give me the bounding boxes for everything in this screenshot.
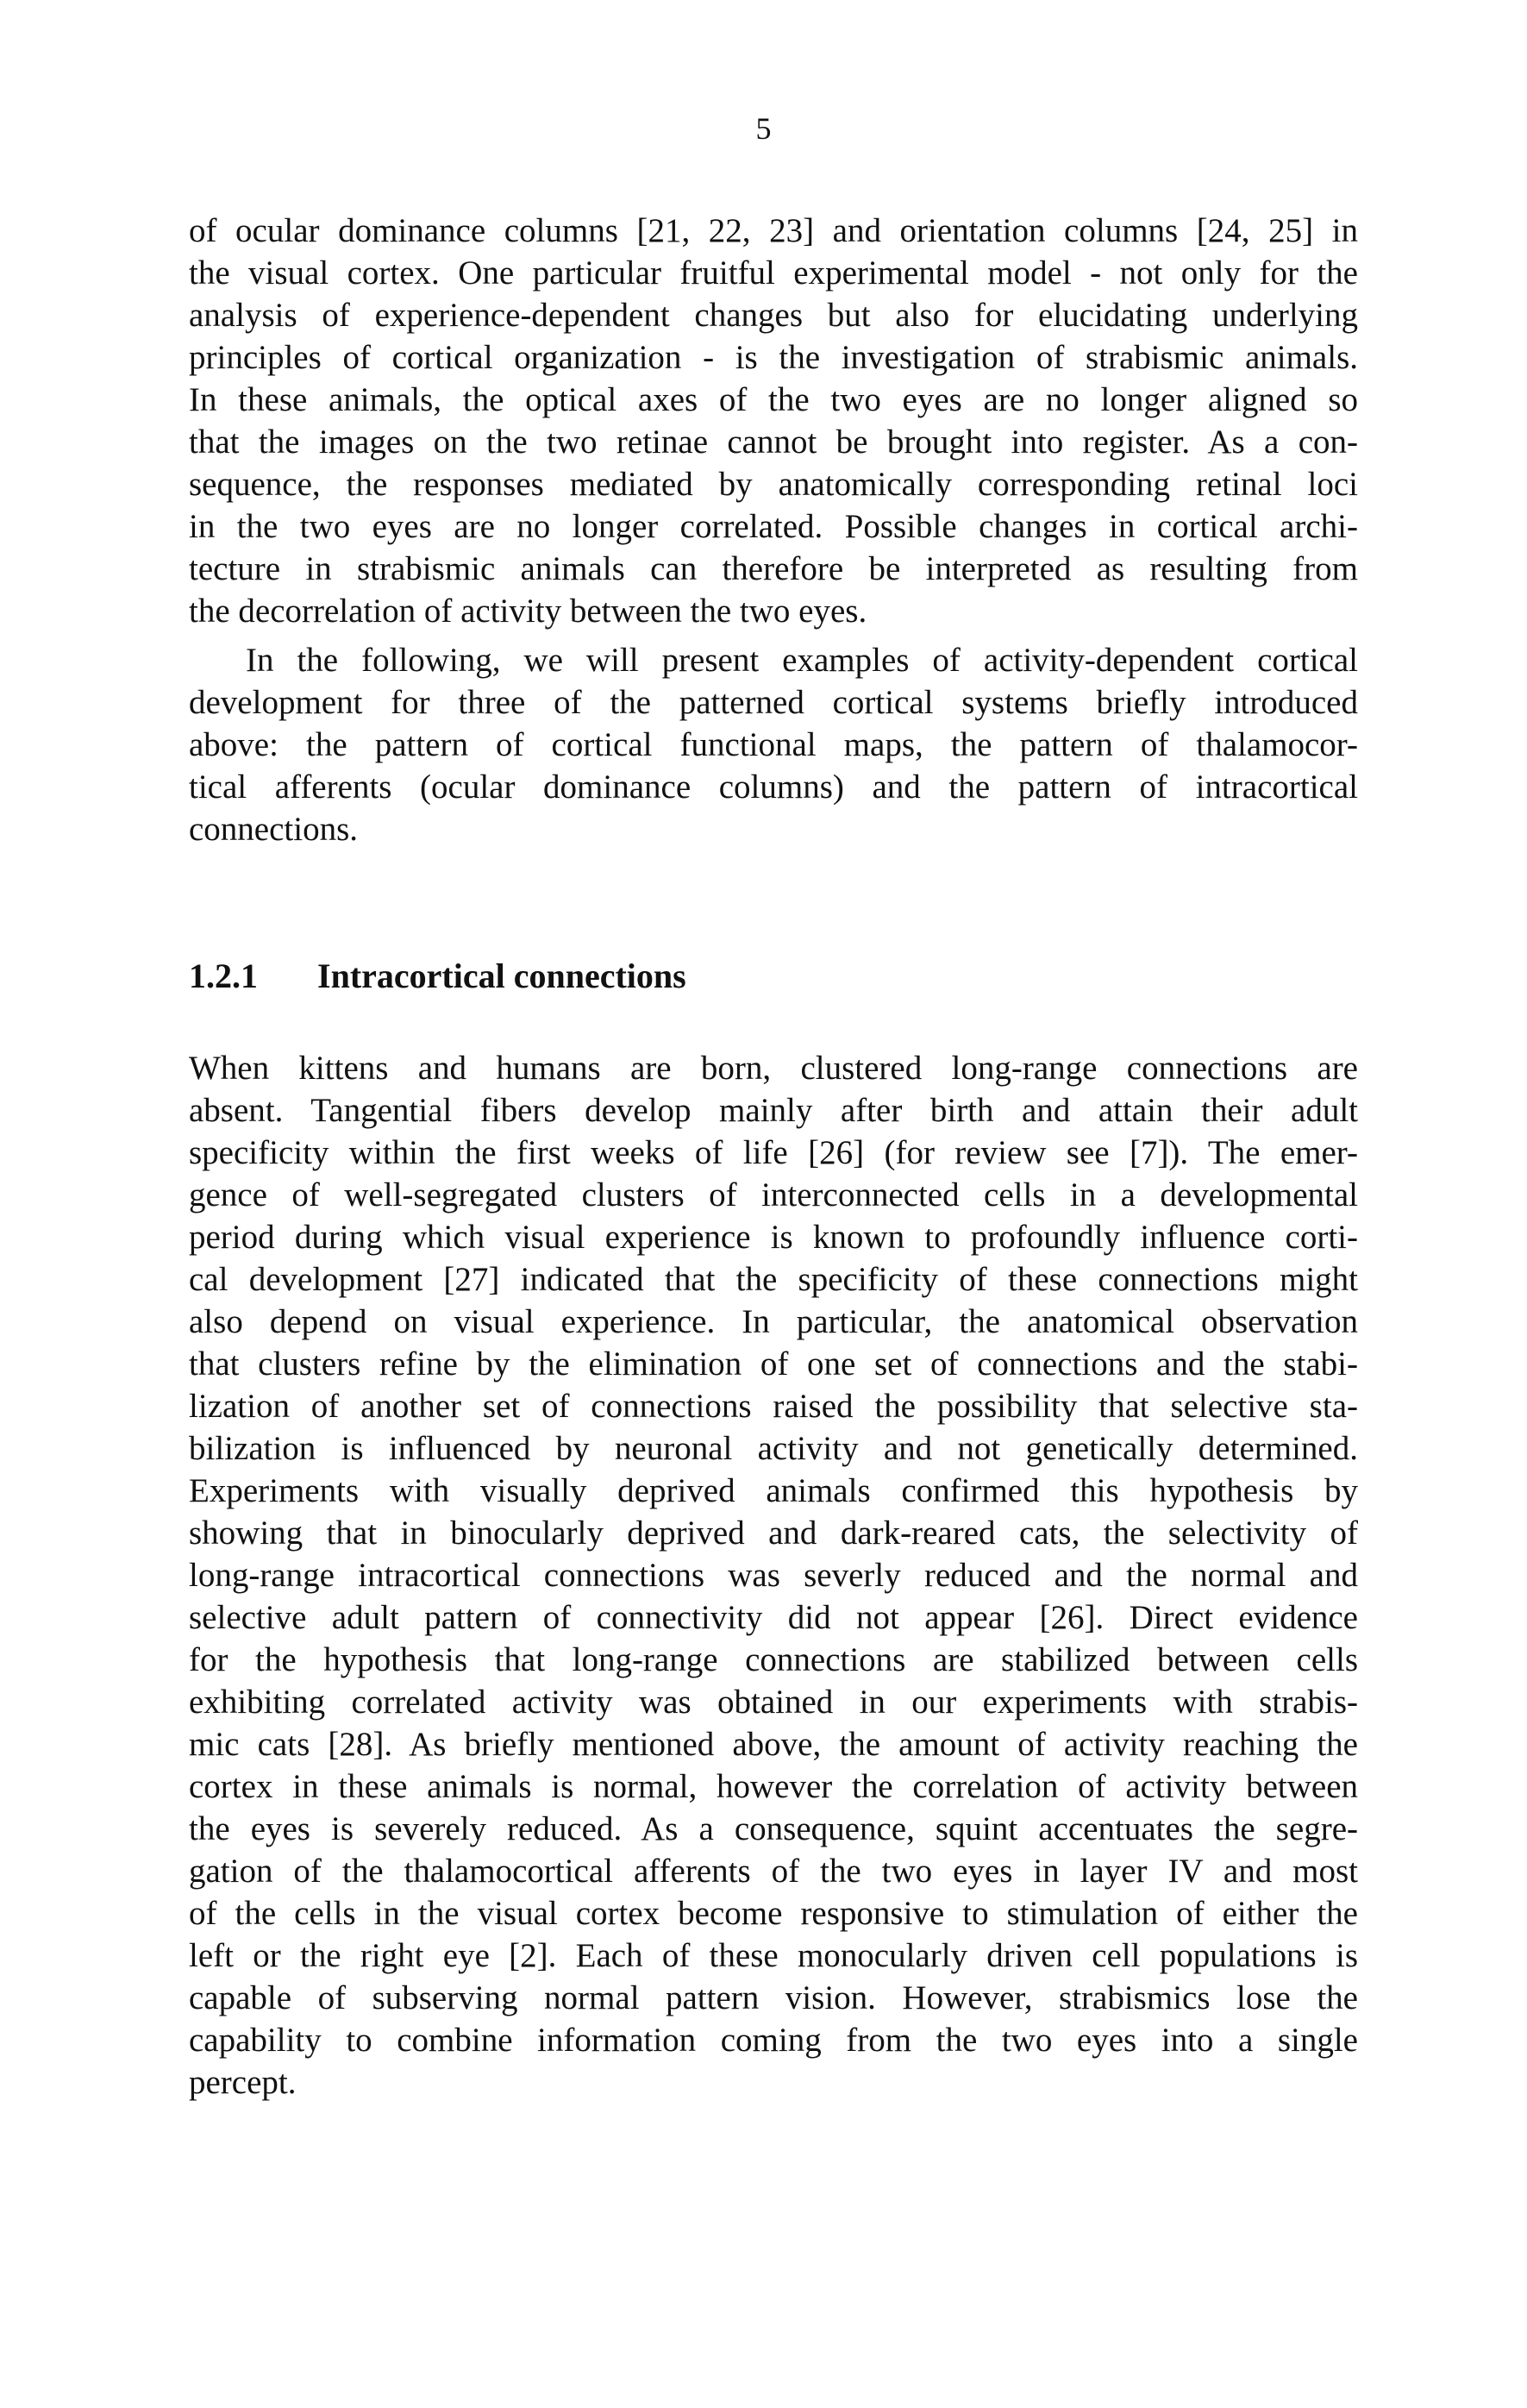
- text-line: capable of subserving normal pattern vision. However, strabismics lose the: [189, 1979, 1358, 2016]
- text-line: long-range intracortical connections was severly reduced and the normal and: [189, 1557, 1358, 1594]
- text-line: percept.: [189, 2064, 297, 2101]
- text-line: development for three of the patterned cortical systems briefly introduced: [189, 684, 1358, 721]
- text-line: Experiments with visually deprived animals confirmed this hypothesis by: [189, 1472, 1358, 1509]
- text-line: exhibiting correlated activity was obtained in our experiments with strabis-: [189, 1684, 1358, 1721]
- text-line: of ocular dominance columns [21, 22, 23] and orientation columns [24, 25] in: [189, 212, 1358, 249]
- text-line: absent. Tangential fibers develop mainly after birth and attain their adult: [189, 1092, 1358, 1129]
- paragraph-following-examples: [189, 639, 1358, 850]
- text-line: also depend on visual experience. In particular, the anatomical observation: [189, 1303, 1358, 1340]
- text-line: selective adult pattern of connectivity did not appear [26]. Direct evidence: [189, 1599, 1358, 1636]
- text-line: In these animals, the optical axes of the two eyes are no longer aligned so: [189, 381, 1358, 418]
- text-line: period during which visual experience is known to profoundly influence corti-: [189, 1219, 1358, 1256]
- text-line: above: the pattern of cortical functional maps, the pattern of thalamocor-: [189, 726, 1358, 763]
- text-line: When kittens and humans are born, clustered long-range connections are: [189, 1050, 1358, 1087]
- text-line: tical afferents (ocular dominance columns) and the pattern of intracortical: [189, 768, 1358, 806]
- text-line: left or the right eye [2]. Each of these monocularly driven cell populations is: [189, 1937, 1358, 1974]
- text-line: analysis of experience-dependent changes but also for elucidating underlying: [189, 297, 1358, 334]
- text-line: tecture in strabismic animals can therefore be interpreted as resulting from: [189, 550, 1358, 587]
- text-line: bilization is influenced by neuronal activity and not genetically determined.: [189, 1430, 1358, 1467]
- text-line: connections.: [189, 811, 359, 848]
- page-number: 5: [755, 111, 772, 146]
- text-line: specificity within the first weeks of life [26] (for review see [7]). The emer-: [189, 1134, 1358, 1171]
- text-line: gation of the thalamocortical afferents of the two eyes in layer IV and most: [189, 1853, 1358, 1890]
- text-line: gence of well-segregated clusters of interconnected cells in a developmental: [189, 1176, 1358, 1213]
- text-line: of the cells in the visual cortex become responsive to stimulation of either the: [189, 1895, 1358, 1932]
- paragraph-intracortical-connections: [189, 1047, 1358, 2104]
- text-line: the eyes is severely reduced. As a consequence, squint accentuates the segre-: [189, 1810, 1358, 1847]
- text-line: cal development [27] indicated that the specificity of these connections might: [189, 1261, 1358, 1298]
- paragraph-ocular-dominance: [189, 210, 1358, 632]
- text-line: that the images on the two retinae cannot be brought into register. As a con-: [189, 423, 1358, 461]
- text-line: cortex in these animals is normal, however the correlation of activity between: [189, 1768, 1358, 1805]
- section-number: 1.2.1: [189, 956, 258, 995]
- text-line: for the hypothesis that long-range connections are stabilized between cells: [189, 1641, 1358, 1678]
- text-line: that clusters refine by the elimination of one set of connections and the stabi-: [189, 1345, 1358, 1383]
- section-heading: [189, 954, 686, 999]
- section-title: Intracortical connections: [317, 956, 686, 995]
- text-line: sequence, the responses mediated by anatomically corresponding retinal loci: [189, 466, 1358, 503]
- text-line: principles of cortical organization - is the investigation of strabismic animals.: [189, 339, 1358, 376]
- text-line: capability to combine information coming from the two eyes into a single: [189, 2022, 1358, 2059]
- text-line: the decorrelation of activity between the two eyes.: [189, 593, 867, 630]
- text-line: In the following, we will present examples of activity-dependent cortical: [246, 642, 1358, 679]
- text-line: mic cats [28]. As briefly mentioned above, the amount of activity reaching the: [189, 1726, 1358, 1763]
- text-line: the visual cortex. One particular fruitful experimental model - not only for the: [189, 254, 1358, 292]
- text-line: lization of another set of connections raised the possibility that selective sta-: [189, 1388, 1358, 1425]
- text-line: in the two eyes are no longer correlated. Possible changes in cortical archi-: [189, 508, 1358, 545]
- text-line: showing that in binocularly deprived and dark-reared cats, the selectivity of: [189, 1514, 1358, 1552]
